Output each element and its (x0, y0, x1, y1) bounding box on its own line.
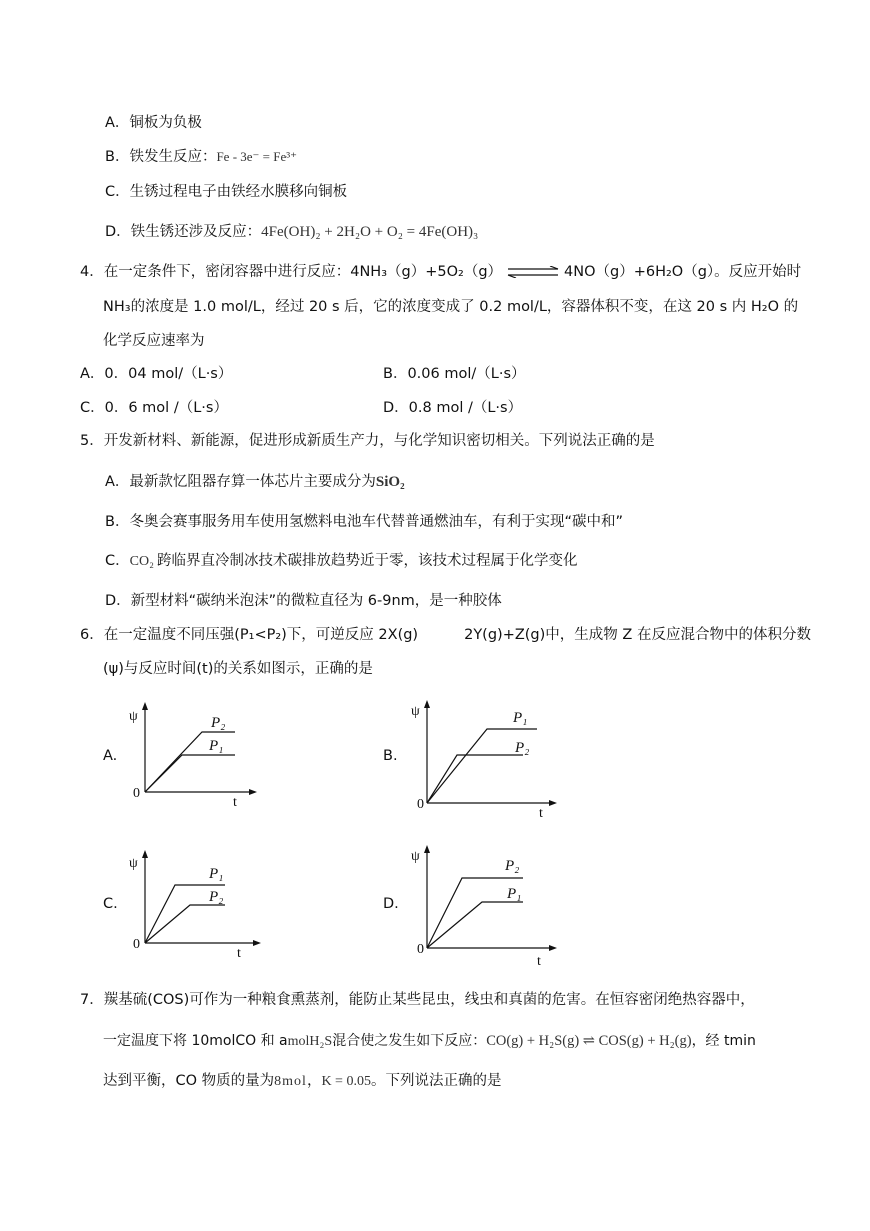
graph-b-y-arrow-icon (424, 700, 430, 708)
q4-option-a: A．0．04 mol/（L·s） (80, 366, 233, 382)
q5-option-d: D．新型材料“碳纳米泡沫”的微粒直径为 6-9nm，是一种胶体 (105, 593, 502, 609)
q3-option-b-label: B．铁发生反应： (105, 149, 217, 165)
q5-stem: 5．开发新材料、新能源，促进形成新质生产力，与化学知识密切相关。下列说法正确的是 (80, 433, 655, 449)
graph-b-label-p1: P₁ (513, 710, 528, 726)
graph-b-label-p2: P₂ (515, 740, 530, 756)
q5-option-c-text: 跨临界直冷制冰技术碳排放趋势近于零，该技术过程属于化学变化 (156, 553, 578, 569)
q6-option-c-label: C. (103, 896, 118, 912)
equilibrium-arrow-icon (506, 266, 560, 278)
q3-option-d-formula: 4Fe(OH)₂ + 2H₂O + O₂ = 4Fe(OH)₃ (261, 224, 479, 240)
graph-b-curve-p2 (427, 755, 523, 803)
q5-option-a-label: A．最新款忆阻器存算一体芯片主要成分为 (105, 474, 376, 490)
q5-option-b: B．冬奥会赛事服务用车使用氢燃料电池车代替普通燃油车，有利于实现“碳中和” (105, 514, 623, 530)
q6-stem-line1-b: 2Y(g)+Z(g)中，生成物 Z 在反应混合物中的体积分数 (464, 627, 811, 643)
graph-b-x-arrow-icon (549, 800, 557, 806)
q7-line3-a: 达到平衡，CO 物质的量为 (103, 1073, 275, 1089)
q5-option-a-formula: SiO₂ (375, 474, 405, 490)
graph-d (405, 840, 565, 970)
q7-line3-c: 。下列说法正确的是 (370, 1073, 502, 1089)
graph-c-label-p1: P₁ (209, 866, 224, 882)
graph-a-curve-p1 (145, 755, 235, 792)
graph-c-y-arrow-icon (142, 850, 148, 858)
q6-stem-line1-a: 6．在一定温度不同压强(P₁<P₂)下，可逆反应 2X(g) (80, 627, 419, 643)
graph-c-x-label: t (237, 946, 241, 960)
q3-option-b (105, 147, 297, 167)
q7-stem-line2 (103, 1031, 756, 1052)
q4-option-c: C．0．6 mol /（L·s） (80, 400, 228, 416)
q7-line3-formula-k: K = 0.05 (321, 1074, 371, 1089)
q7-line3-formula-mol: 8mol (274, 1074, 307, 1089)
q4-stem-line2: NH₃的浓度是 1.0 mol/L，经过 20 s 后，它的浓度变成了 0.2 mol/L，容器体积不变，在这 20 s 内 H₂O 的 (103, 299, 799, 315)
graph-a-y-label: ψ (129, 709, 138, 724)
graph-a-label-p2: P₂ (211, 715, 226, 731)
q3-option-b-formula: Fe - 3e⁻ = Fe³⁺ (216, 149, 298, 164)
graph-c-curve-p2 (145, 905, 225, 943)
q4-stem-line1-b: 4NO（g）+6H₂O（g）。反应开始时 (564, 264, 802, 280)
q3-option-d-label: D．铁生锈还涉及反应： (105, 224, 262, 240)
graph-a (125, 700, 265, 810)
graph-a-origin: 0 (133, 786, 140, 801)
q4-option-d: D．0.8 mol /（L·s） (383, 400, 523, 416)
q7-line2-formula-h2s: molH₂S (287, 1034, 333, 1049)
graph-b-origin: 0 (417, 797, 424, 812)
q7-line2-c: ，经 tmin (691, 1033, 756, 1049)
q7-line2-b: 混合使之发生如下反应： (332, 1033, 487, 1049)
graph-b (405, 695, 565, 820)
graph-c-label-p2: P₂ (209, 889, 224, 905)
q5-option-c-formula: CO₂ (129, 554, 154, 569)
q6-option-a-label: A. (103, 748, 118, 764)
graph-c-y-label: ψ (129, 856, 138, 871)
q6-option-b-label: B. (383, 748, 398, 764)
graph-d-curve-p1 (427, 902, 523, 948)
graph-a-label-p1: P₁ (209, 738, 224, 754)
graph-b-y-label: ψ (411, 704, 420, 719)
q5-option-c-label: C． (105, 553, 130, 569)
graph-b-x-label: t (539, 806, 543, 820)
graph-a-y-arrow-icon (142, 702, 148, 710)
q7-stem-line1: 7．羰基硫(COS)可作为一种粮食熏蒸剂，能防止某些昆虫，线虫和真菌的危害。在恒容密闭绝热容器中， (80, 992, 755, 1008)
q6-stem-line2: (ψ)与反应时间(t)的关系如图示，正确的是 (103, 661, 373, 677)
graph-d-label-p2: P₂ (505, 858, 520, 874)
q7-line2-formula-reaction: CO(g) + H₂S(g) ⇌ COS(g) + H₂(g) (486, 1033, 692, 1049)
q7-line3-b: ， (306, 1073, 322, 1089)
q4-stem-line1 (80, 262, 801, 282)
graph-d-origin: 0 (417, 942, 424, 957)
q6-stem-line1 (80, 625, 811, 645)
graph-d-label-p1: P₁ (507, 886, 522, 902)
graph-a-x-arrow-icon (249, 789, 257, 795)
graph-c (125, 845, 270, 960)
q3-option-a: A．铜板为负极 (105, 115, 202, 131)
graph-d-y-label: ψ (411, 849, 420, 864)
q7-line2-a: 一定温度下将 10molCO 和 a (103, 1033, 288, 1049)
q3-option-c: C．生锈过程电子由铁经水膜移向铜板 (105, 184, 348, 200)
q4-stem-line3: 化学反应速率为 (103, 333, 205, 349)
q3-option-d (105, 222, 478, 242)
q4-stem-line1-a: 4．在一定条件下，密闭容器中进行反应：4NH₃（g）+5O₂（g） (80, 264, 503, 280)
q7-stem-line3 (103, 1071, 501, 1092)
graph-c-x-arrow-icon (253, 940, 261, 946)
q5-option-c (105, 551, 577, 572)
q4-option-b: B．0.06 mol/（L·s） (383, 366, 526, 382)
graph-c-origin: 0 (133, 937, 140, 952)
q6-option-d-label: D. (383, 896, 399, 912)
q5-option-a (105, 472, 405, 492)
graph-a-x-label: t (233, 795, 237, 810)
graph-d-x-label: t (537, 954, 541, 969)
graph-d-x-arrow-icon (549, 945, 557, 951)
graph-d-y-arrow-icon (424, 845, 430, 853)
